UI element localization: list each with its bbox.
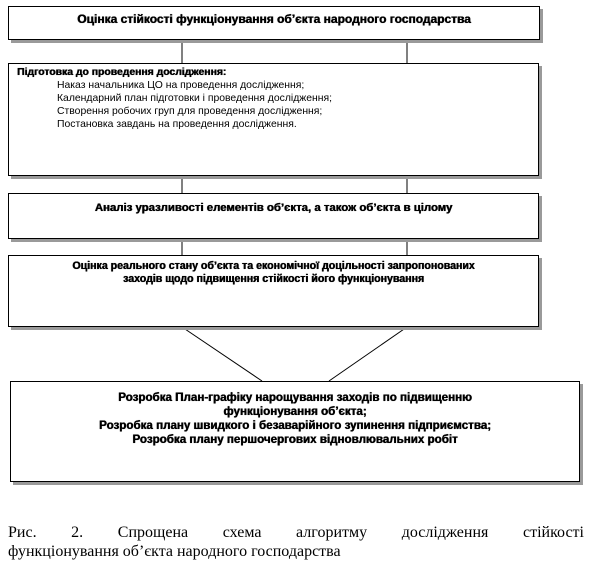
- box-4-line: заходів щодо підвищення стійкості його функціонування: [122, 273, 425, 285]
- box-2-item: Створення робочих груп для проведення дослідження;: [57, 106, 323, 117]
- box-5-line: Розробка плану першочергових відновлювальних робіт: [132, 433, 458, 446]
- box-preparation: [8, 63, 539, 176]
- box-stability-assessment: [8, 6, 540, 40]
- box-2-item: Наказ начальника ЦО на проведення дослідження;: [57, 80, 305, 91]
- funnel-left-line: [182, 327, 262, 381]
- box-5-line: Розробка плану швидкого і безаварійного зупинення підприємства;: [99, 419, 491, 432]
- box-state-evaluation: [8, 255, 539, 327]
- box-2-item: Календарний план підготовки і проведення дослідження;: [57, 93, 333, 104]
- caption-word: 2.: [71, 524, 84, 541]
- box-4-line: Оцінка реального стану об’єкта та економічної доцільності запропонованих: [72, 260, 475, 272]
- caption-line-2: функціонування об’єкта народного господарства: [8, 543, 341, 560]
- box-5-line: функціонування об’єкта;: [223, 405, 367, 418]
- caption-word: дослідження: [401, 524, 489, 541]
- figure-caption: [8, 523, 584, 561]
- box-2-item: Постановка завдань на проведення дослідження.: [57, 119, 297, 130]
- box-plan-development: [10, 381, 580, 482]
- box-2-heading: Підготовка до проведення дослідження:: [17, 67, 227, 78]
- caption-word: Рис.: [8, 524, 37, 541]
- caption-word: стійкості: [522, 524, 584, 541]
- caption-word: алгоритму: [296, 524, 368, 541]
- caption-line-1: [8, 523, 584, 542]
- funnel-right-line: [329, 327, 407, 381]
- box-3-text: Аналіз уразливості елементів об’єкта, а також об’єкта в цілому: [94, 202, 453, 214]
- caption-word: схема: [222, 524, 262, 541]
- box-5-line: Розробка План-графіку нарощування заходів по підвищенню: [118, 391, 472, 404]
- caption-word: Спрощена: [117, 524, 189, 541]
- box-vulnerability-analysis: [8, 193, 539, 239]
- box-1-text: Оцінка стійкості функціонування об’єкта народного господарства: [77, 12, 471, 26]
